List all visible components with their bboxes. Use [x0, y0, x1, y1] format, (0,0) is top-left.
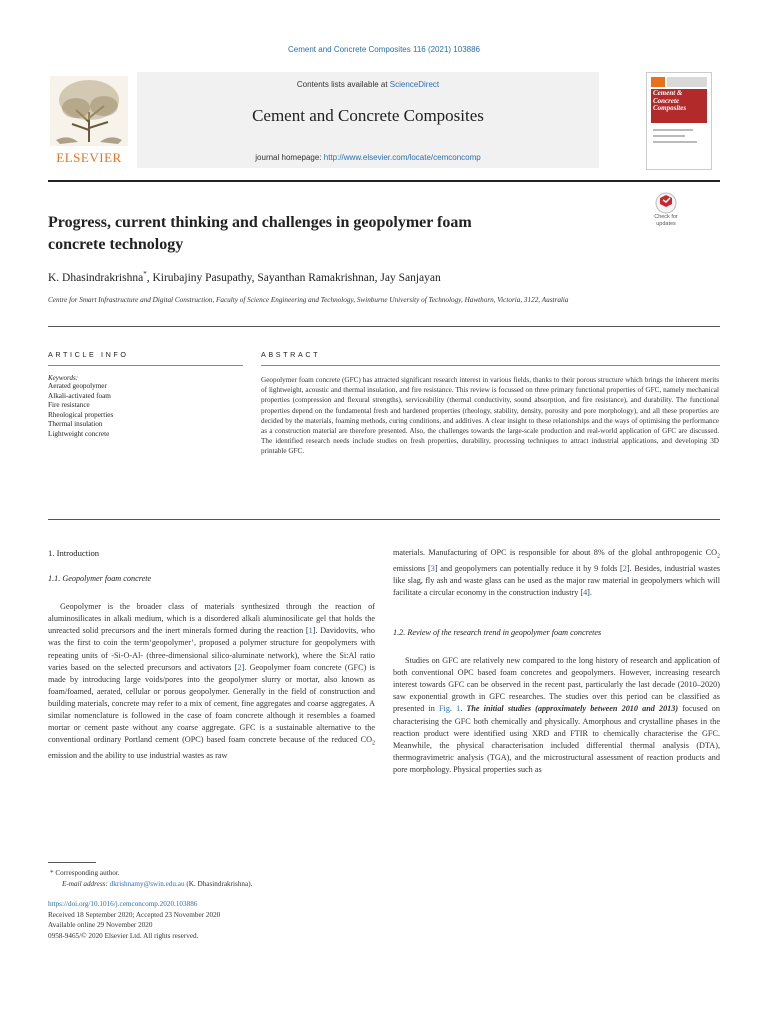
article-info-heading: ARTICLE INFO — [48, 350, 129, 359]
paragraph-research-trend — [393, 655, 720, 776]
section-divider — [48, 519, 720, 520]
emphasis-initial-studies: The initial studies (approximately between 2010 and 2013) — [466, 704, 679, 714]
para-text: ]. Davidovits, who was the first to coin the term‘geopolymer’, proposed a polymer structure for geopolymers with repeating units of -Si-O-Al- (three-dimensional silico-aluminate network), where the Si:Al ratio varies based on the selected precursors and activators [ — [48, 626, 375, 672]
footnote-rule — [48, 862, 96, 863]
journal-cover-thumbnail[interactable] — [646, 72, 712, 170]
para-text: materials. Manufacturing of OPC is responsible for about 8% of the global anthropogenic CO — [393, 548, 717, 557]
received-accepted-dates: Received 18 September 2020; Accepted 23 November 2020 — [48, 910, 221, 919]
para-text: emission and the ability to use industrial wastes as raw — [48, 750, 228, 760]
email-footnote — [48, 879, 378, 890]
reference-link-3[interactable]: 3 — [430, 563, 435, 573]
contents-prefix: Contents lists available at — [296, 80, 390, 89]
copyright-notice: 0958-9465/© 2020 Elsevier Ltd. All rights reserved. — [48, 931, 199, 940]
author-first[interactable]: K. Dhasindrakrishna — [48, 271, 144, 284]
email-link[interactable]: dkrishnamy@swin.edu.au — [109, 880, 185, 888]
cover-logo-mark — [651, 77, 665, 87]
cover-text-line — [653, 141, 697, 143]
reference-link-4[interactable]: 4 — [583, 587, 588, 597]
body-column-right — [393, 547, 720, 776]
contents-available-line — [137, 80, 599, 89]
email-author-name: (K. Dhasindrakrishna). — [184, 880, 253, 888]
corresponding-author-text: Corresponding author. — [55, 869, 120, 877]
journal-title: Cement and Concrete Composites — [252, 106, 484, 125]
paragraph-intro-2 — [393, 547, 720, 599]
header-rule — [48, 180, 720, 182]
check-updates-line2: updates — [656, 220, 676, 227]
article-info-rule — [48, 365, 243, 366]
cover-text-line — [653, 129, 693, 131]
email-label: E-mail address: — [62, 880, 110, 888]
keyword-item: Rheological properties — [48, 410, 114, 419]
abstract-body: Geopolymer foam concrete (GFC) has attracted significant research interest in various fields, thanks to their porous structure which brings the inherent merits of lightweight, acoustic and thermal insulation, and fire resistance. This review is focussed on three primary functional properties of GFC, namely mechanical properties (compression and flexural strengths), serviceability (thermal conductivity, sound absorption, and fire resistance), and durability. The functional properties depend on the fundamental fresh and hardened properties (rheology, stability, density, porosity and pore morphology), and all these properties are decided by the materials, foaming methods, curing conditions, and additives. A clear insight to these relationships and the ways of optimising the performance as a construction material are therefore presented. Also, the challenges towards the large-scale production and real-world application of GFC are discussed. The identified research needs include studies on fresh properties, durability, processing techniques to attract industrial applications, and developing 3D printable GFC. — [261, 376, 719, 456]
keywords-label: Keywords: — [48, 374, 79, 382]
paper-title-line1: Progress, current thinking and challenges in geopolymer foam — [48, 214, 472, 231]
abstract-rule — [261, 365, 720, 366]
subsection-heading-research-trend: 1.2. Review of the research trend in geopolymer foam concretes — [393, 628, 602, 638]
publication-info — [48, 899, 378, 941]
cover-top-strip — [667, 77, 707, 87]
journal-citation-link[interactable]: Cement and Concrete Composites 116 (2021) 103886 — [288, 45, 480, 54]
subsection-heading-geopolymer-foam-concrete: 1.1. Geopolymer foam concrete — [48, 574, 152, 584]
para-text: ] and geopolymers can potentially reduce it by 9 folds [ — [434, 563, 623, 573]
paper-title — [48, 212, 608, 256]
paragraph-intro-1 — [48, 601, 375, 762]
corresponding-author-footnote: * Corresponding author. — [50, 869, 120, 877]
footnotes — [48, 868, 378, 890]
cover-title-block — [651, 89, 707, 123]
body-column-left — [48, 547, 375, 762]
section-heading-introduction: 1. Introduction — [48, 548, 100, 558]
check-updates-line1: Check for — [654, 214, 678, 220]
keywords-list — [48, 382, 113, 439]
cover-title-line1: Cement & — [653, 89, 683, 97]
section-divider — [48, 326, 720, 327]
author-affiliation: Centre for Smart Infrastructure and Digital Construction, Faculty of Science Engineering and Technology, Swinburne University of Technology, Hawthorn, Victoria, 3122, Australia — [48, 296, 569, 304]
corresponding-author-mark[interactable]: * — [143, 270, 147, 278]
publisher-name: ELSEVIER — [56, 150, 122, 165]
check-for-updates-button[interactable] — [650, 192, 682, 228]
keyword-item: Fire resistance — [48, 401, 90, 409]
sciencedirect-link[interactable]: ScienceDirect — [389, 80, 440, 89]
para-text: emissions [ — [393, 563, 431, 573]
keyword-item: Alkali-activated foam — [48, 391, 111, 400]
figure-link-fig1[interactable]: Fig. 1 — [439, 704, 461, 714]
para-text: . — [460, 704, 467, 714]
para-text: Geopolymer is the broader class of materials synthesized through the reaction of aluminosilicates in alkali medium, which is a disordered alkali aluminosilicate gel that holds the unreacted solid precursors and the inert minerals formed during the reaction [ — [48, 602, 375, 636]
author-list — [48, 270, 728, 284]
para-text: Studies on GFC are relatively new compared to the long history of research and application of both conventional OPC based foam concretes and geopolymers. However, increasing research interest towards GFC can be observed in the recent past, particularly the last decade (2010–2020) saw exponential growth in GFC researches. The studies over this period can be classified as presented in — [393, 656, 720, 714]
para-text: ]. Besides, industrial wastes like slag, fly ash and waste glass can be used as the major raw material in geopolymers which will facilitate a circular economy in the construction industry [ — [393, 563, 721, 597]
cover-text-line — [653, 135, 685, 137]
journal-homepage-line — [137, 153, 599, 162]
doi-link[interactable]: https://doi.org/10.1016/j.cemconcomp.2020.103886 — [48, 900, 198, 908]
reference-link-2[interactable]: 2 — [622, 563, 627, 573]
check-updates-icon — [650, 192, 682, 214]
subscript-2: 2 — [717, 553, 720, 560]
abstract-heading: ABSTRACT — [261, 350, 321, 359]
elsevier-logo[interactable] — [48, 72, 130, 168]
available-online-date: Available online 29 November 2020 — [48, 921, 153, 929]
keyword-item: Aerated geopolymer — [48, 382, 107, 390]
para-text: ]. Geopolymer foam concrete (GFC) is made by introducing large voids/pores into the geopolymer slurry or mortar, also known as foam/foamed, aerated, cellular or porous geopolymer. Generally in the field of construction and building materials, concrete may refer to a mix of cement, fine aggregates and coarse aggregates. A similar nomenclature is followed in the case of foam concrete although it resembles a foamed mortar or cement paste without any coarse aggregate. GFC is a sustainable alternative to the conventional ordinary Portland cement (OPC) based foam concrete because of the reduced CO — [48, 662, 375, 745]
para-text: focused on characterising the GFC both chemically and physically. Amorphous and crystalline phases in the reaction product were identified using XRD and FTIR to chemically characterise the GFC. Meanwhile, the physical characterisation included differential thermal analysis (DTA), thermogravimetric analysis (TGA), and the microstructural assessment of reaction products and pore morphology. Physical properties such as — [393, 704, 720, 774]
cover-title-line2: Concrete — [653, 96, 680, 105]
reference-link-1[interactable]: 1 — [308, 626, 313, 636]
reference-link-2[interactable]: 2 — [237, 662, 242, 672]
author-others: , Kirubajiny Pasupathy, Sayanthan Ramakrishnan, Jay Sanjayan — [146, 271, 441, 284]
keyword-item: Lightweight concrete — [48, 429, 110, 438]
journal-homepage-link[interactable]: http://www.elsevier.com/locate/cemconcomp — [323, 153, 481, 162]
cover-title-line3: Composites — [653, 104, 687, 112]
para-text: ]. — [587, 587, 592, 597]
keyword-item: Thermal insulation — [48, 420, 103, 428]
homepage-prefix: journal homepage: — [255, 153, 324, 162]
paper-title-line2: concrete technology — [48, 236, 184, 253]
subscript-2: 2 — [372, 740, 375, 747]
